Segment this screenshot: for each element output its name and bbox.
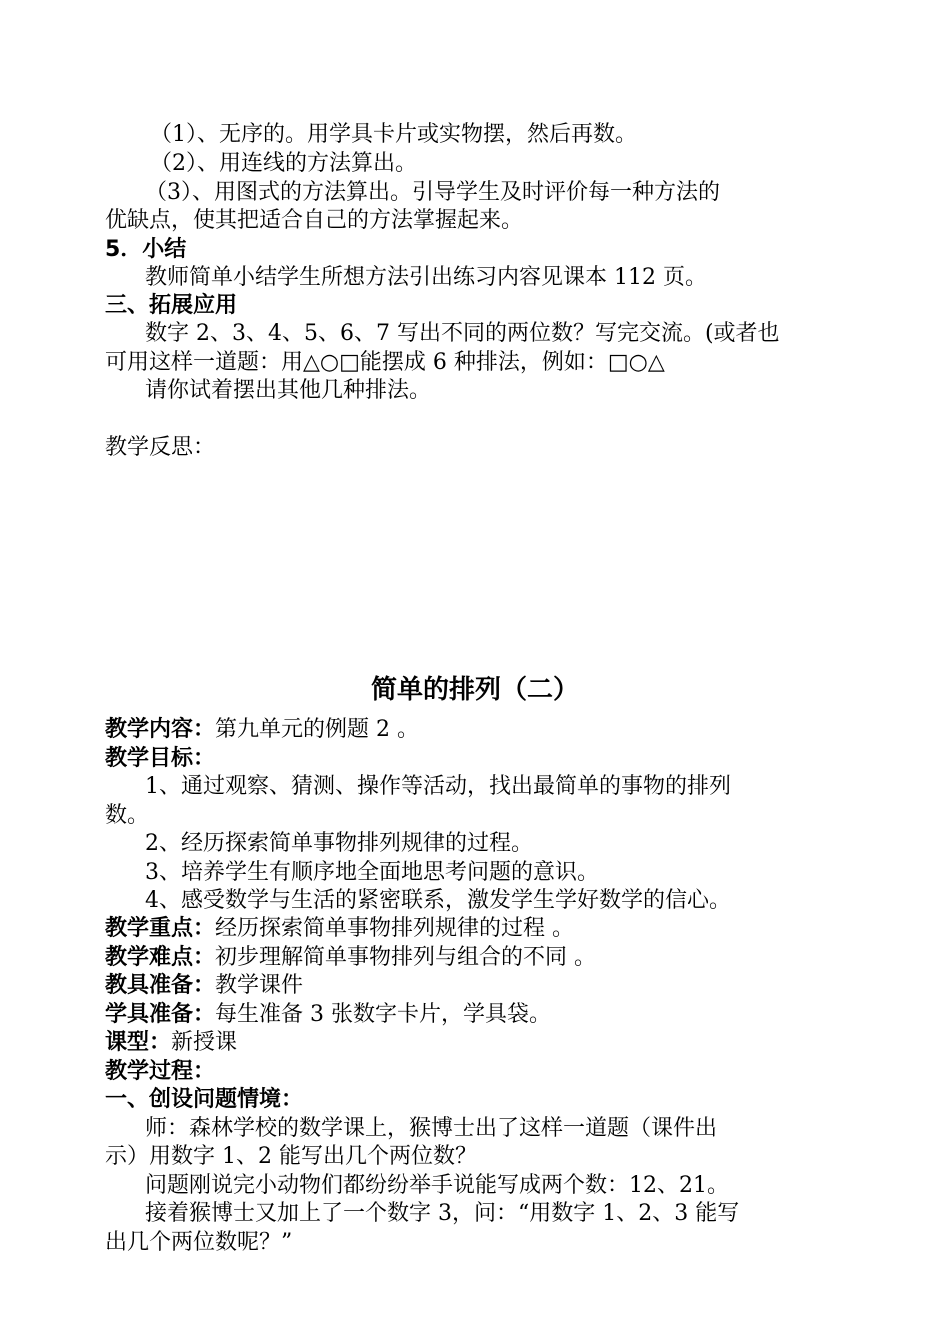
extend-line2: 可用这样一道题：用△○□能摆成 6 种排法，例如：□○△ <box>105 350 665 375</box>
extend-line1: 数字 2、3、4、5、6、7 写出不同的两位数？写完交流。(或者也 <box>145 321 780 346</box>
step1-heading: 一、创设问题情境： <box>105 1087 304 1112</box>
lesson-type-row <box>105 1029 805 1057</box>
content-value: 第九单元的例题 2 。 <box>215 717 419 742</box>
goal-1-line1: 1、通过观察、猜测、操作等活动，找出最简单的事物的排列 <box>145 774 731 799</box>
tools-value: 教学课件 <box>215 973 304 998</box>
difficulty-label: 教学难点： <box>105 945 216 970</box>
lesson-type-label: 课型： <box>105 1030 172 1055</box>
student-tools-row <box>105 1001 805 1029</box>
goal-4: 4、感受数学与生活的紧密联系，激发学生学好数学的信心。 <box>145 888 731 913</box>
tools-row <box>105 972 805 1000</box>
paragraph-1-line1: 师：森林学校的数学课上，猴博士出了这样一道题（课件出 <box>145 1116 718 1141</box>
paragraph-3-line1: 接着猴博士又加上了一个数字 3，问：“用数字 1、2、3 能写 <box>145 1201 740 1226</box>
goal-2: 2、经历探索简单事物排列规律的过程。 <box>145 831 533 856</box>
difficulty-value: 初步理解简单事物排列与组合的不同 。 <box>215 945 597 970</box>
key-point-label: 教学重点： <box>105 916 216 941</box>
goal-1-line2: 数。 <box>105 803 150 828</box>
paragraph-1-line2: 示）用数字 1、2 能写出几个两位数？ <box>105 1144 477 1169</box>
paragraph-3-line2: 出几个两位数呢？” <box>105 1230 293 1255</box>
content-label: 教学内容： <box>105 717 216 742</box>
extend-line3: 请你试着摆出其他几种排法。 <box>145 378 432 403</box>
process-label: 教学过程： <box>105 1059 216 1084</box>
goal-3: 3、培养学生有顺序地全面地思考问题的意识。 <box>145 860 599 885</box>
method-1: （1）、无序的。用学具卡片或实物摆，然后再数。 <box>150 122 637 147</box>
student-tools-label: 学具准备： <box>105 1002 216 1027</box>
student-tools-value: 每生准备 3 张数字卡片，学具袋。 <box>215 1002 552 1027</box>
lesson-title: 简单的排列（二） <box>370 675 579 705</box>
paragraph-2: 问题刚说完小动物们都纷纷举手说能写成两个数：12、21。 <box>145 1173 729 1198</box>
summary-text: 教师简单小结学生所想方法引出练习内容见课本 112 页。 <box>145 265 707 290</box>
content-row <box>105 716 805 744</box>
summary-heading: 5．小结 <box>105 237 187 262</box>
key-point-row <box>105 915 805 943</box>
method-2: （2）、用连线的方法算出。 <box>150 151 417 176</box>
method-3-line1: （3）、用图式的方法算出。引导学生及时评价每一种方法的 <box>145 180 720 205</box>
extend-heading: 三、拓展应用 <box>105 293 238 318</box>
method-3-line2: 优缺点，使其把适合自己的方法掌握起来。 <box>105 208 524 233</box>
reflection-label: 教学反思： <box>105 435 216 460</box>
lesson-type-value: 新授课 <box>171 1030 238 1055</box>
difficulty-row <box>105 944 805 972</box>
goals-label: 教学目标： <box>105 746 216 771</box>
key-point-value: 经历探索简单事物排列规律的过程 。 <box>215 916 575 941</box>
tools-label: 教具准备： <box>105 973 216 998</box>
